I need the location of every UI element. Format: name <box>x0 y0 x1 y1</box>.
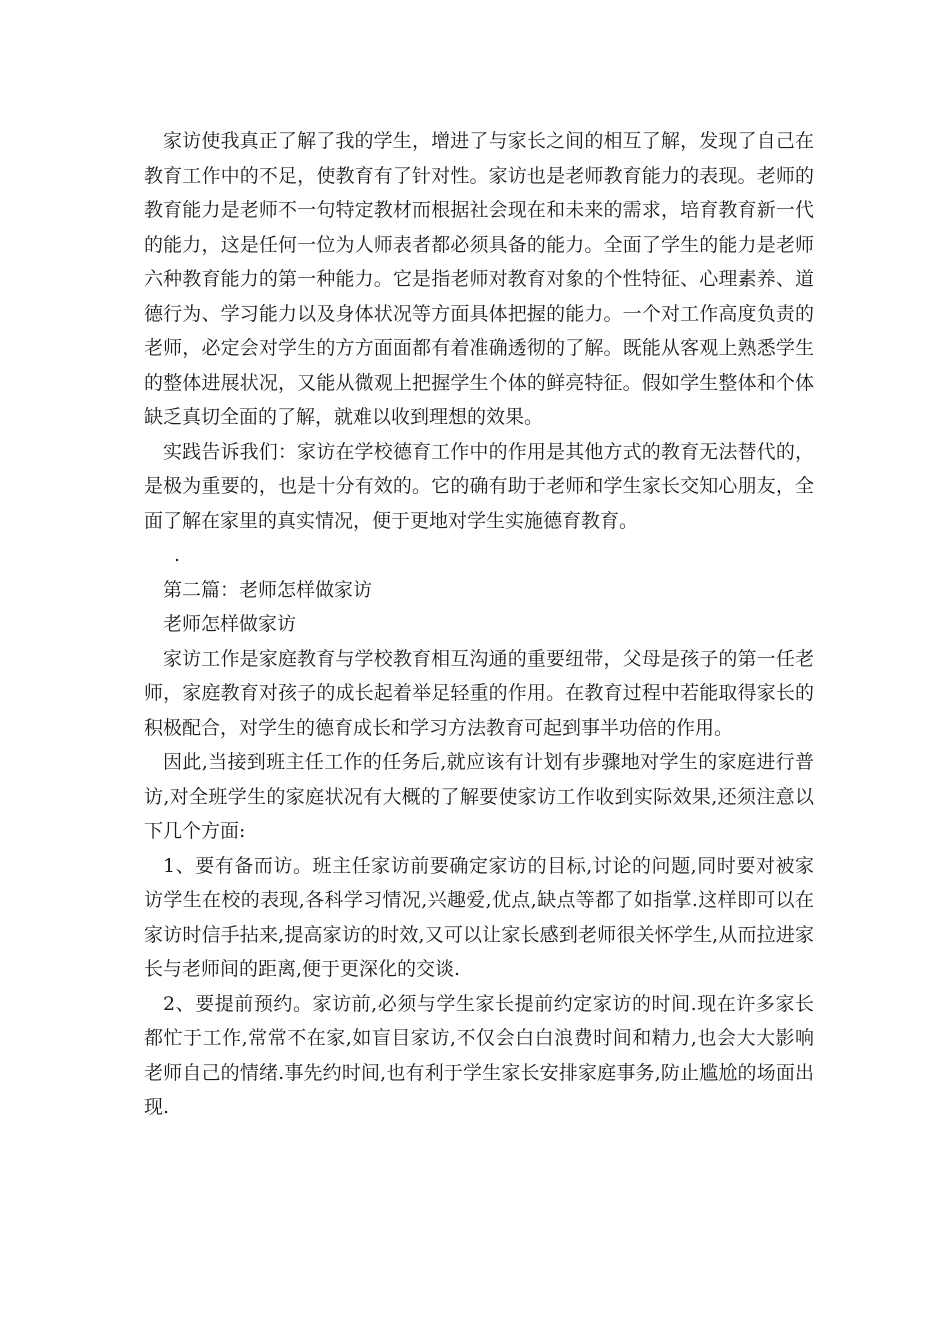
paragraph-practice-shows: 实践告诉我们：家访在学校德育工作中的作用是其他方式的教育无法替代的，是极为重要的，也是十分有效的。它的确有助于老师和学生家长交知心朋友，全面了解在家里的真实情况，便于更地对学生实施德育教育。 <box>144 440 814 532</box>
paragraph-point-2: 2、要提前预约。家访前,必须与学生家长提前约定家访的时间.现在许多家长都忙于工作,常常不在家,如盲目家访,不仅会白白浪费时间和精力,也会大大影响老师自己的情绪.事先约时间,也有利于学生家长安排家庭事务,防止尴尬的场面出现. <box>144 992 814 1118</box>
paragraph-home-visit-bond: 家访工作是家庭教育与学校教育相互沟通的重要纽带，父母是孩子的第一任老师，家庭教育对孩子的成长起着举足轻重的作用。在教育过程中若能取得家长的积极配合，对学生的德育成长和学习方法教育可起到事半功倍的作用。 <box>144 647 814 739</box>
document-body <box>144 124 814 1125</box>
paragraph-home-visit-understanding: 家访使我真正了解了我的学生，增进了与家长之间的相互了解，发现了自己在教育工作中的不足，使教育有了针对性。家访也是老师教育能力的表现。老师的教育能力是老师不一句特定教材而根据社会现在和未来的需求，培育教育新一代的能力，这是任何一位为人师表者都必须具备的能力。全面了学生的能力是老师六种教育能力的第一种能力。它是指老师对教育对象的个性特征、心理素养、道德行为、学习能力以及身体状况等方面具体把握的能力。一个对工作高度负责的老师，必定会对学生的方方面面都有着准确透彻的了解。既能从客观上熟悉学生的整体进展状况，又能从微观上把握学生个体的鲜亮特征。假如学生整体和个体缺乏真切全面的了解，就难以收到理想的效果。 <box>144 130 814 428</box>
sub-title: 老师怎样做家访 <box>163 613 297 635</box>
paragraph-therefore: 因此,当接到班主任工作的任务后,就应该有计划有步骤地对学生的家庭进行普访,对全班学生的家庭状况有大概的了解要使家访工作收到实际效果,还须注意以下几个方面: <box>144 751 814 842</box>
paragraph-point-1: 1、要有备而访。班主任家访前要确定家访的目标,讨论的问题,同时要对被家访学生在校的表现,各科学习情况,兴趣爱,优点,缺点等都了如指掌.这样即可以在家访时信手拈来,提高家访的时效,又可以让家长感到老师很关怀学生,从而拉进家长与老师间的距离,便于更深化的交谈. <box>144 854 814 980</box>
section-title: 第二篇：老师怎样做家访 <box>163 578 373 601</box>
separator-dot: . <box>174 544 181 566</box>
